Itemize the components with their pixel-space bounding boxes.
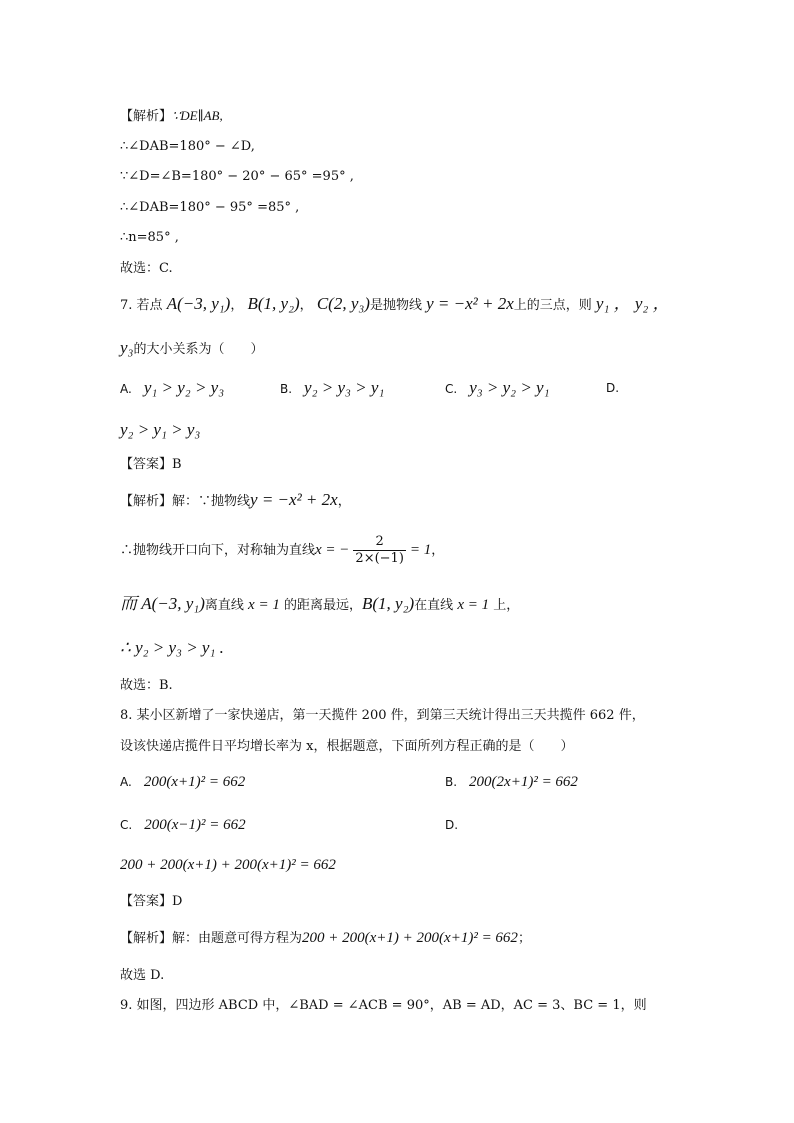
- q7-choose: 故选：B.: [120, 678, 173, 693]
- q8-option-c: C. 200(x−1)² = 662: [120, 817, 246, 833]
- point-a: A(−3, y₁): [166, 294, 231, 313]
- analysis-label: 【解析】: [120, 109, 173, 124]
- analysis-label: 【解析】: [120, 931, 173, 946]
- q8-option-a: A. 200(x+1)² = 662: [120, 774, 246, 790]
- q7-analysis-line-3: 而 A(−3, y₁)离直线 x = 1 的距离最远，B(1, y₂)在直线 x = 1 上，: [120, 594, 520, 613]
- answer-label: 【答案】: [120, 894, 173, 909]
- analysis-label: 【解析】: [120, 494, 173, 509]
- q6-analysis-line-3: ∵∠D=∠B=180° − 20° − 65° =95° ,: [120, 169, 354, 184]
- q8-analysis-line-1: 【解析】解：由题意可得方程为200 + 200(x+1) + 200(x+1)² = 662；: [120, 930, 531, 946]
- q6-analysis-line-4: ∴∠DAB=180° − 95° =85° ,: [120, 200, 300, 215]
- q6-analysis-line-1: 【解析】∵DE∥AB,: [120, 108, 223, 124]
- q8-option-d-expr: 200 + 200(x+1) + 200(x+1)² = 662: [120, 857, 336, 873]
- q8-choose: 故选 D.: [120, 968, 165, 983]
- q7-option-d: D.: [606, 381, 620, 395]
- answer-label: 【答案】: [120, 457, 173, 472]
- q8-stem-line-1: 8. 某小区新增了一家快递店，第一天揽件 200 件，到第三天统计得出三天共揽件 662 件，: [120, 708, 645, 723]
- q9-stem-line-1: 9. 如图，四边形 ABCD 中，∠BAD = ∠ACB = 90°，AB = AD，AC = 3、BC = 1，则: [120, 998, 647, 1013]
- q6-analysis-line-2: ∴∠DAB=180° − ∠D,: [120, 139, 255, 154]
- point-c: C(2, y₃): [316, 294, 370, 313]
- symmetry-axis-fraction: $\frac{2}{2\times(-1)}$: [355, 534, 404, 566]
- q7-analysis-line-4: ∴ y₂ > y₃ > y₁ .: [120, 638, 224, 657]
- q7-option-c: C. y₃ > y₂ > y₁: [445, 378, 550, 397]
- q6-choose: 故选：C.: [120, 261, 173, 276]
- q7-option-a: A. y₁ > y₂ > y₃: [120, 378, 225, 397]
- q7-stem-line-2: y₃的大小关系为（ ）: [120, 338, 264, 357]
- q8-option-d: D.: [445, 818, 459, 832]
- q8-answer: 【答案】D: [120, 894, 183, 909]
- q7-option-d-expr: y₂ > y₁ > y₃: [120, 420, 201, 439]
- q7-analysis-line-2: ∴抛物线开口向下，对称轴为直线x = − $\frac{2}{2\times(-1)}$ = 1，: [120, 534, 445, 566]
- parabola-expr: y = −x² + 2x: [426, 294, 514, 313]
- q6-analysis-line-5: ∴n=85° ,: [120, 230, 179, 245]
- point-b: B(1, y₂): [247, 294, 300, 313]
- q7-answer: 【答案】B: [120, 457, 182, 472]
- q8-stem-line-2: 设该快递店揽件日平均增长率为 x，根据题意，下面所列方程正确的是（ ）: [120, 739, 574, 754]
- q8-option-b: B. 200(2x+1)² = 662: [445, 774, 578, 790]
- q7-option-b: B. y₂ > y₃ > y₁: [280, 378, 385, 397]
- q7-analysis-line-1: 【解析】解：∵抛物线y = −x² + 2x，: [120, 490, 351, 509]
- q7-stem-line-1: 7. 若点 A(−3, y₁)， B(1, y₂)， C(2, y₃)是抛物线 y = −x² + 2x上的三点，则 y₁ ， y₂ ，: [120, 294, 670, 313]
